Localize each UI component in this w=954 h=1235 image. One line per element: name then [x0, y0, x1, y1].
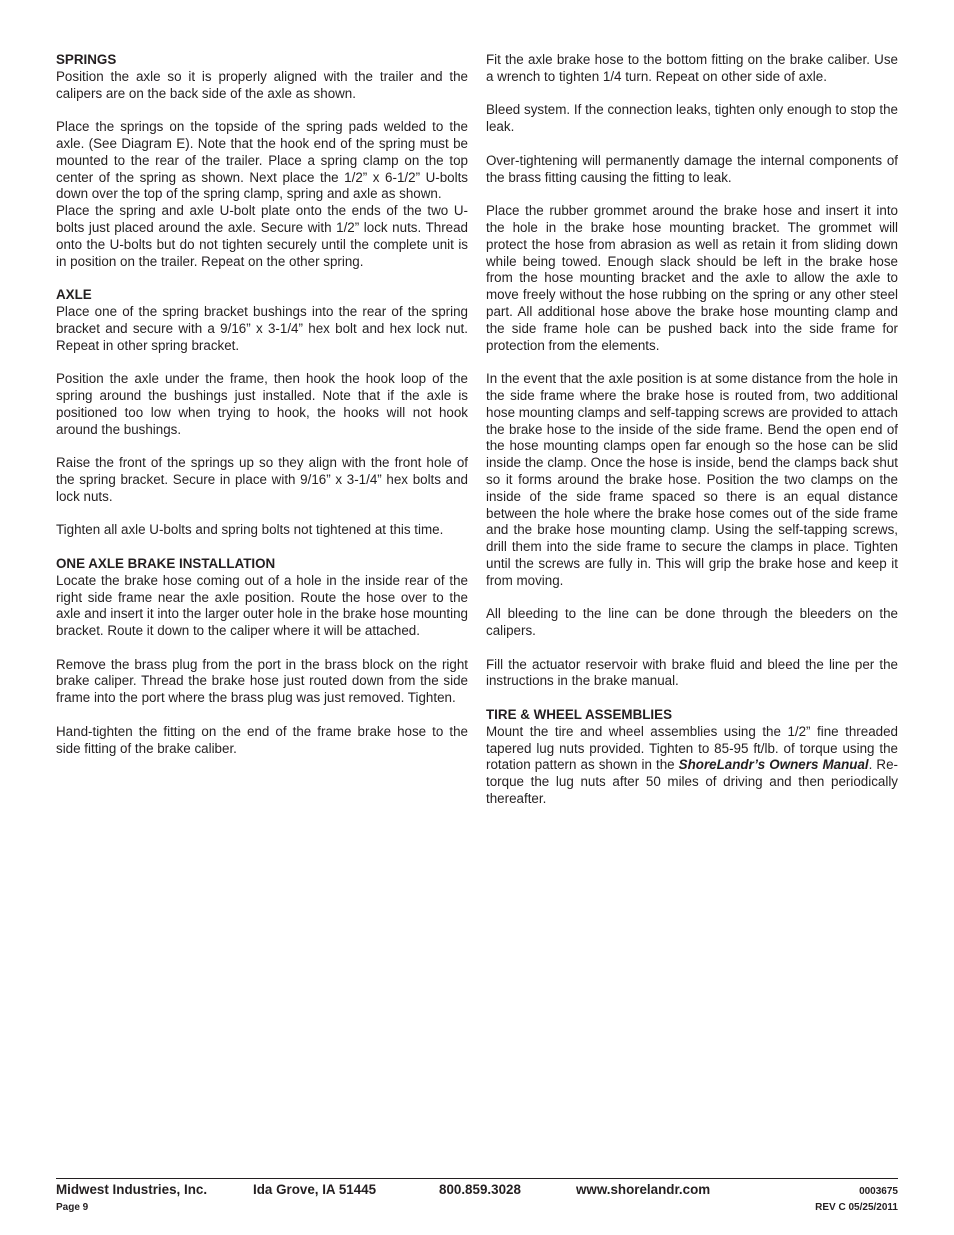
tire-wheel-paragraph	[486, 724, 898, 808]
axle-section	[56, 287, 468, 539]
hose-clamps-paragraph: In the event that the axle position is at some distance from the hole in the side frame where the brake hose is routed from, two additional hose mounting clamps and self-tapping screws are provided to attach the brake hose to the inside of the side frame. Bend the open end of the hose mounting clamps open far enough so the hose can be slid inside the clamp. Once the hose is inside, bend the clamps back shut so it forms around the brake hose. Position the two clamps on the inside of the side frame spaced so there is an equal distance between the hole where the brake hose comes out of the side frame and the brake hose mounting clamp. Using the self-tapping screws, drill them into the side frame to secure the clamps in place. Tighten until the screws are fully in. This will grip the brake hose and keep it from moving.	[486, 371, 898, 588]
footer-revision: REV C 05/25/2011	[815, 1202, 898, 1213]
springs-heading: SPRINGS	[56, 52, 117, 67]
footer-company: Midwest Industries, Inc.	[56, 1182, 208, 1197]
axle-paragraph-4: Tighten all axle U-bolts and spring bolts not tightened at this time.	[56, 522, 444, 538]
brake-installation-heading: ONE AXLE BRAKE INSTALLATION	[56, 555, 276, 571]
tire-wheel-text-start: Mount the tire and wheel assemblies using the 1/2” fine threaded tapered lug nuts provided. Tighten to 85-95 ft/lb. of torque using the rotation pattern as shown in the	[486, 723, 898, 773]
owners-manual-reference: ShoreLandr’s Owners Manual	[678, 757, 869, 773]
brake-paragraph-3: Hand-tighten the fitting on the end of the frame brake hose to the side fitting of the brake caliber.	[56, 723, 468, 756]
tire-wheel-section	[486, 707, 898, 808]
axle-paragraph-3: Raise the front of the springs up so they align with the front hole of the spring bracket. Secure in place with 9/16” x 3-1/4” hex bolts and lock nuts.	[56, 455, 468, 504]
grommet-paragraph: Place the rubber grommet around the brake hose and insert it into the hole in the brake hose mounting bracket. The grommet will protect the hose from abrasion as well as retain it from sliding down while being towed. Enough slack should be left in the brake hose from the hose mounting bracket and the axle to allow the axle to move freely without the hose rubbing on the spring or any other steel part. All additional hose above the brake hose mounting clamp and the side frame hole can be pushed back into the side frame for protection from the elements.	[486, 203, 898, 353]
hose-fit-paragraph: Fit the axle brake hose to the bottom fitting on the brake caliber. Use a wrench to tighten 1/4 turn. Repeat on other side of axle.	[486, 52, 898, 84]
right-column	[486, 52, 898, 825]
brake-paragraph-2: Remove the brass plug from the port in the brass block on the right brake caliper. Thread the brake hose just routed down from the side frame into the port where the brass plug was just removed. Tighten.	[56, 656, 468, 706]
footer-city: Ida Grove, IA 51445	[253, 1182, 377, 1197]
left-column	[56, 52, 468, 774]
footer-website[interactable]: www.shorelandr.com	[576, 1182, 711, 1197]
axle-paragraph-2: Position the axle under the frame, then hook the hook loop of the spring around the bushings just installed. Note that if the axle is positioned too low when trying to hook, the hooks will not hook around the bushings.	[56, 371, 468, 437]
footer-phone: 800.859.3028	[439, 1182, 521, 1197]
axle-heading: AXLE	[56, 287, 92, 303]
springs-paragraph-1: Position the axle so it is properly aligned with the trailer and the calipers are on the back side of the axle as shown.	[56, 68, 468, 101]
actuator-reservoir-paragraph: Fill the actuator reservoir with brake fluid and bleed the line per the instructions in the brake manual.	[486, 656, 898, 689]
axle-paragraph-1: Place one of the spring bracket bushings into the rear of the spring bracket and secure with a 9/16” x 3-1/4” hex bolt and hex lock nut. Repeat in other spring bracket.	[56, 303, 468, 353]
tire-wheel-heading: TIRE & WHEEL ASSEMBLIES	[486, 707, 672, 723]
bleeding-paragraph: All bleeding to the line can be done through the bleeders on the calipers.	[486, 606, 898, 639]
footer-page-number: Page 9	[56, 1202, 89, 1213]
springs-section	[56, 52, 468, 270]
brake-paragraph-1: Locate the brake hose coming out of a hole in the inside rear of the right side frame near the axle position. Route the hose over to the axle and insert it into the larger outer hole in the brake hose mounting bracket. Route it down to the caliper where it will be attached.	[56, 572, 468, 639]
springs-paragraph-3: Place the spring and axle U-bolt plate onto the ends of the two U-bolts just placed around the axle. Secure with 1/2” lock nuts. Thread onto the U-bolts but do not tighten securely until the complete unit is in position on the trailer. Repeat on the other spring.	[56, 203, 468, 269]
over-tightening-paragraph: Over-tightening will permanently damage the internal components of the brass fitting causing the fitting to leak.	[486, 152, 898, 185]
bleed-system-paragraph: Bleed system. If the connection leaks, tighten only enough to stop the leak.	[486, 102, 898, 135]
springs-paragraph-2: Place the springs on the topside of the spring pads welded to the axle. (See Diagram E). Note that the hook end of the spring must be mounted to the rear of the trailer. Place a spring clamp on the top center of the spring as shown. Next place the 1/2” x 6-1/2” U-bolts down over the top of the spring clamp, spring and axle as shown.	[56, 119, 468, 202]
footer-divider	[56, 1178, 898, 1179]
footer-doc-number: 0003675	[859, 1186, 898, 1197]
tire-wheel-text-end: . Re-torque the lug nuts after 50 miles of driving and then periodically thereafter.	[486, 757, 898, 807]
brake-installation-section	[56, 556, 468, 758]
